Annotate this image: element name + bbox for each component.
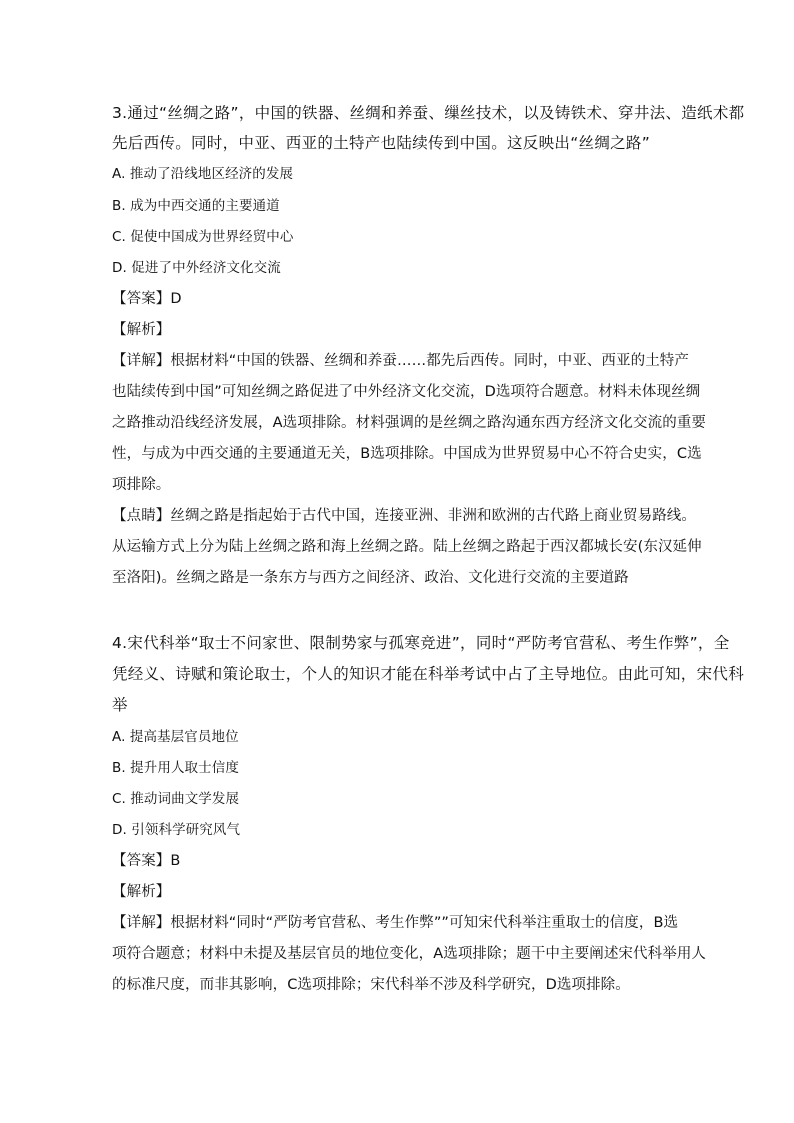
question-3-option-d: D. 促进了中外经济文化交流 bbox=[112, 260, 281, 276]
question-4-detail-line-2: 项符合题意；材料中未提及基层官员的地位变化，A选项排除；题干中主要阐述宋代科举用人 bbox=[112, 946, 707, 962]
question-3-option-a: A. 推动了沿线地区经济的发展 bbox=[112, 166, 294, 182]
question-3-detail-line-5: 项排除。 bbox=[112, 477, 171, 493]
question-4-detail-line-3: 的标准尺度，而非其影响，C选项排除；宋代科举不涉及科学研究，D选项排除。 bbox=[112, 977, 630, 993]
question-3-stem-line-1: 3.通过“丝绸之路”，中国的铁器、丝绸和养蚕、缫丝技术，以及铸铁术、穿井法、造纸术都 bbox=[112, 104, 745, 122]
question-4-option-b: B. 提升用人取士信度 bbox=[112, 760, 239, 776]
question-3-detail-line-4: 性，与成为中西交通的主要通道无关，B选项排除。中国成为世界贸易中心不符合史实，C选 bbox=[112, 446, 702, 462]
question-3-analysis-heading: 【解析】 bbox=[112, 322, 171, 338]
question-3-detail-line-1: 【详解】根据材料“中国的铁器、丝绸和养蚕……都先后西传。同时，中亚、西亚的土特产 bbox=[112, 353, 690, 369]
question-4-analysis-heading: 【解析】 bbox=[112, 884, 171, 900]
question-3-comment-line-1: 【点睛】丝绸之路是指起始于古代中国，连接亚洲、非洲和欧洲的古代路上商业贸易路线。 bbox=[112, 508, 696, 524]
question-3-comment-line-2: 从运输方式上分为陆上丝绸之路和海上丝绸之路。陆上丝绸之路起于西汉都城长安(东汉延伸 bbox=[112, 539, 702, 555]
question-4-answer: 【答案】B bbox=[112, 853, 181, 869]
question-3-detail-line-3: 之路推动沿线经济发展，A选项排除。材料强调的是丝绸之路沟通东西方经济文化交流的重要 bbox=[112, 415, 707, 431]
question-4-stem-line-1: 4.宋代科举“取士不问家世、限制势家与孤寒竞进”，同时“严防考官营私、考生作弊”，全 bbox=[112, 634, 730, 652]
question-4-stem-line-2: 凭经义、诗赋和策论取士，个人的知识才能在科举考试中占了主导地位。由此可知，宋代科 bbox=[112, 665, 745, 683]
question-4-detail-line-1: 【详解】根据材料“同时“严防考官营私、考生作弊””可知宋代科举注重取士的信度，B选 bbox=[112, 915, 679, 931]
question-3-stem-line-2: 先后西传。同时，中亚、西亚的土特产也陆续传到中国。这反映出“丝绸之路” bbox=[112, 134, 651, 152]
question-3-comment-line-3: 至洛阳)。丝绸之路是一条东方与西方之间经济、政治、文化进行交流的主要道路 bbox=[112, 570, 629, 586]
question-3-option-b: B. 成为中西交通的主要通道 bbox=[112, 198, 280, 214]
question-3-detail-line-2: 也陆续传到中国”可知丝绸之路促进了中外经济文化交流，D选项符合题意。材料未体现丝绸 bbox=[112, 384, 701, 400]
question-3-option-c: C. 促使中国成为世界经贸中心 bbox=[112, 229, 294, 245]
question-4-option-c: C. 推动词曲文学发展 bbox=[112, 791, 240, 807]
question-4-stem-line-3: 举 bbox=[112, 696, 128, 714]
question-4-option-d: D. 引领科学研究风气 bbox=[112, 822, 241, 838]
question-4-option-a: A. 提高基层官员地位 bbox=[112, 729, 239, 745]
question-3-answer: 【答案】D bbox=[112, 291, 182, 307]
